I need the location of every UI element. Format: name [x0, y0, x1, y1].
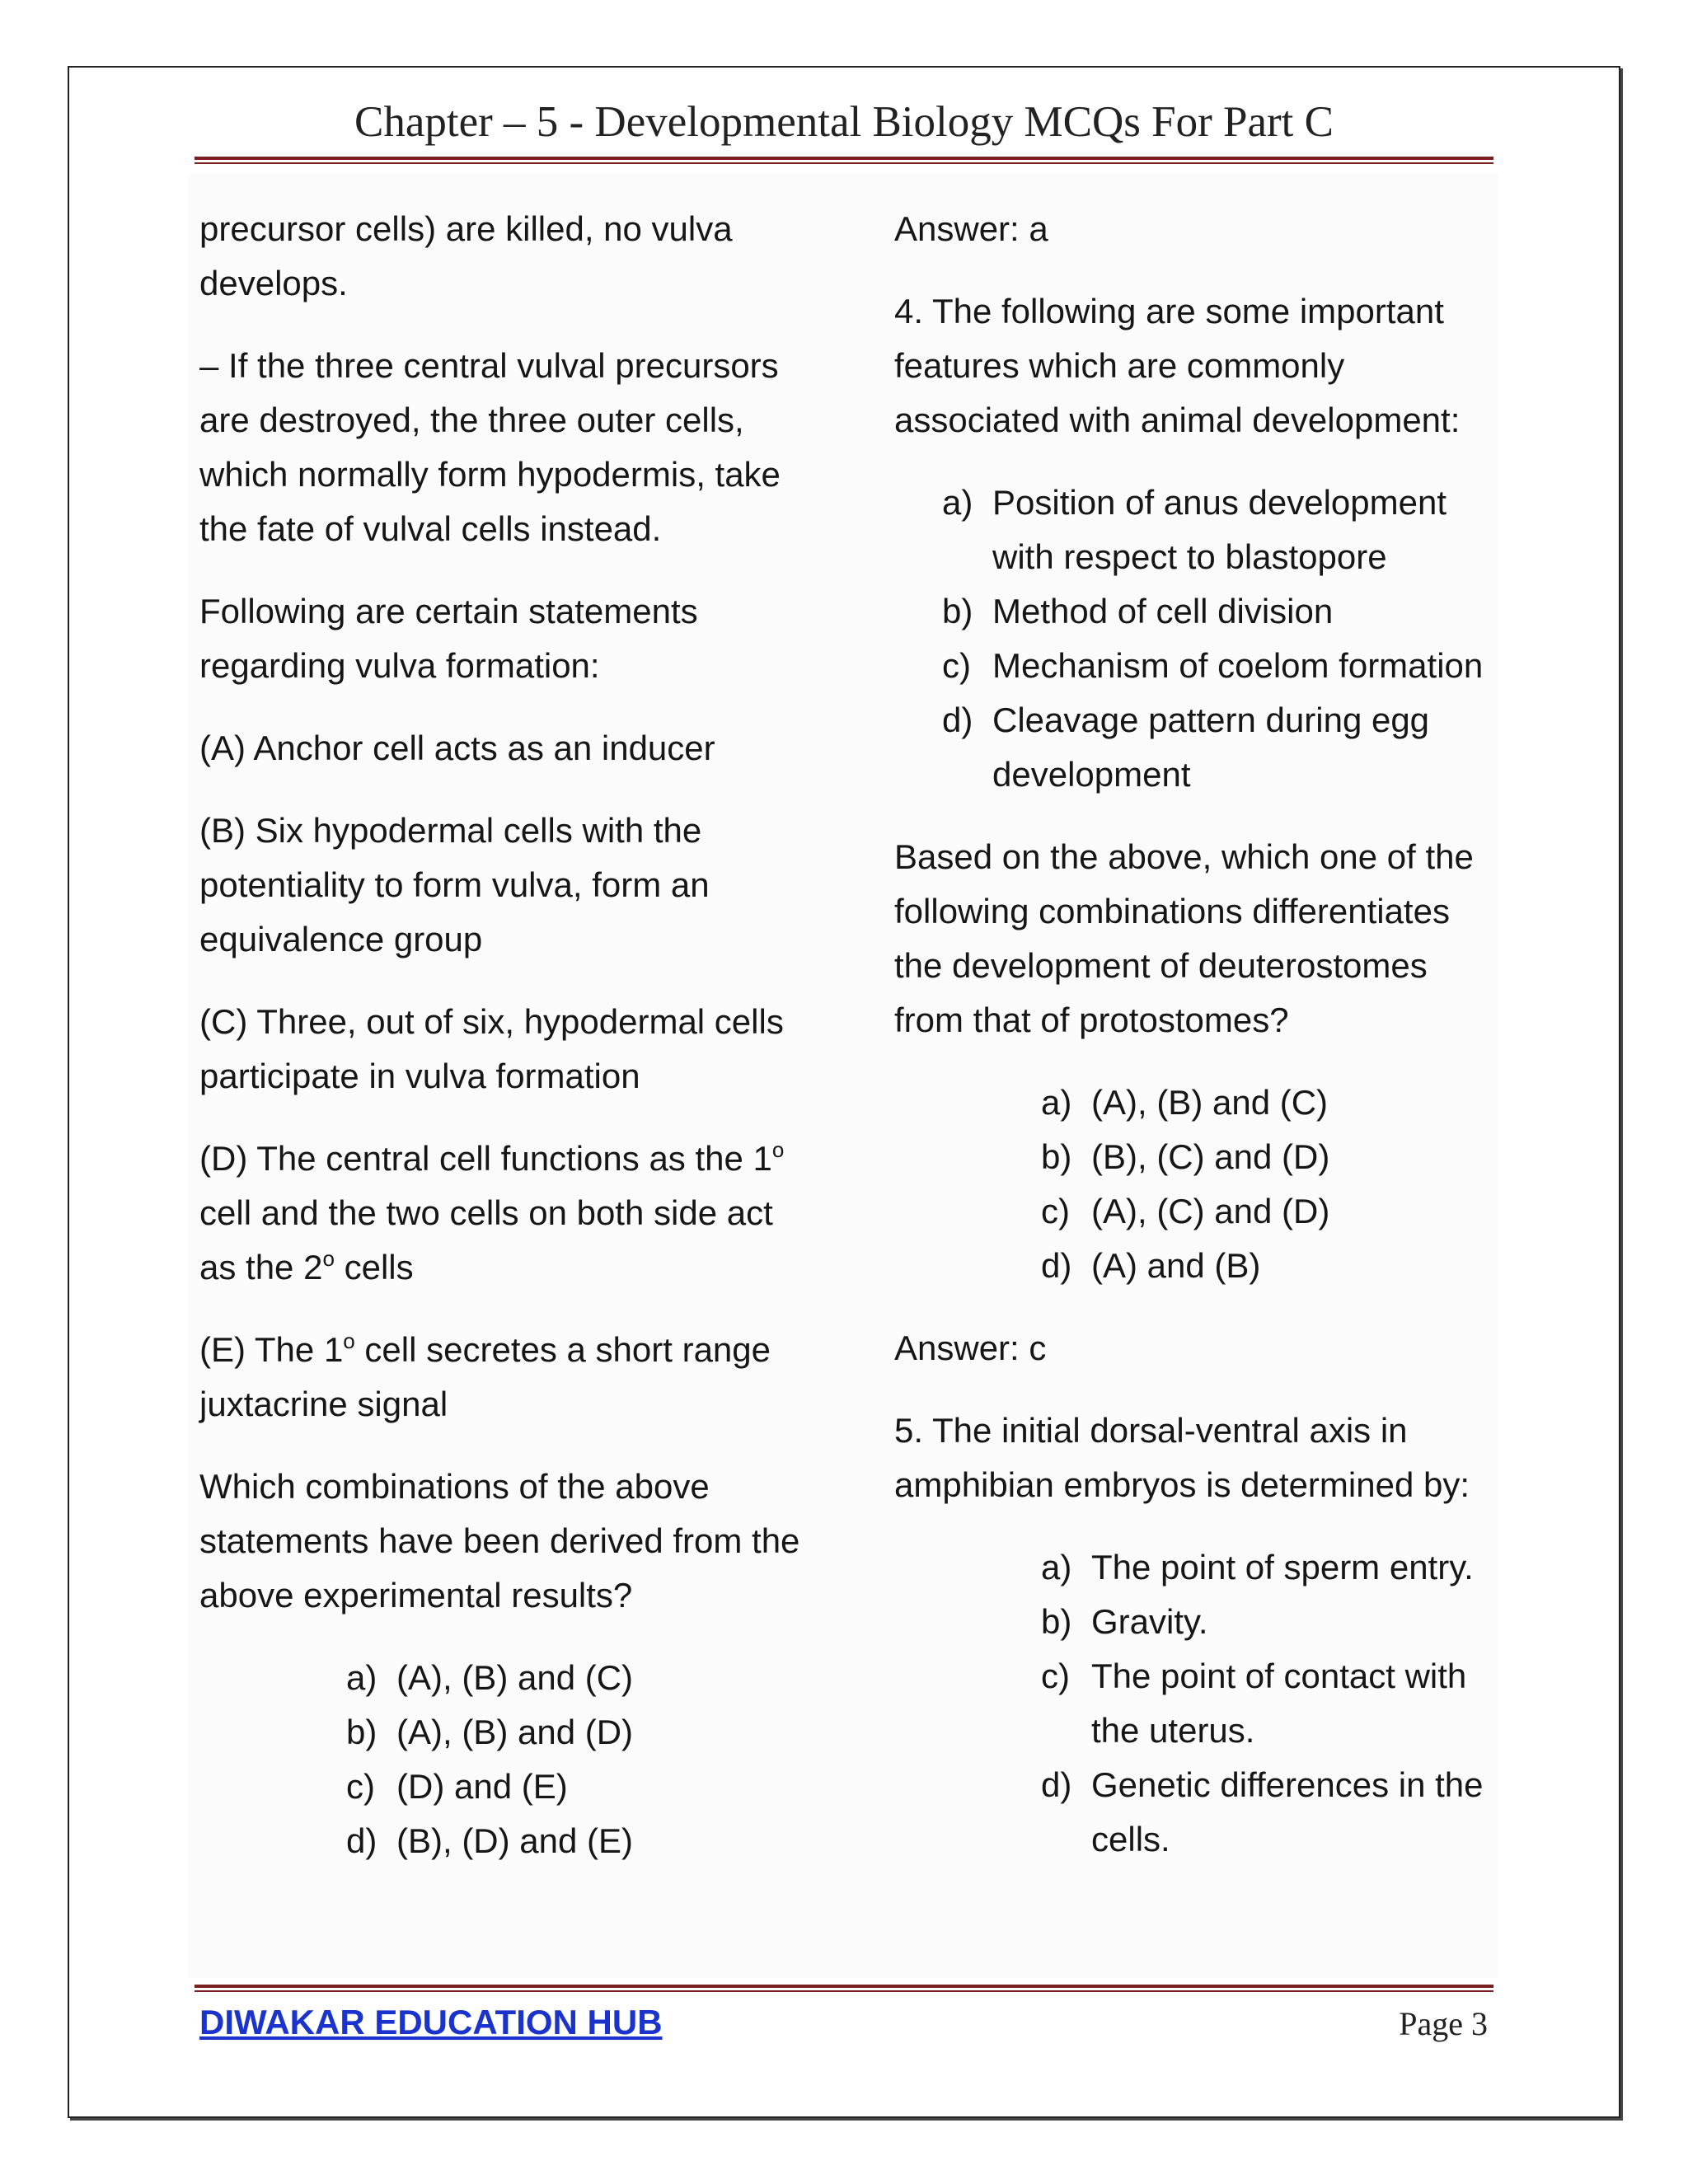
option-letter: d) — [346, 1821, 377, 1860]
paragraph: Following are certain statements regarding vulva formation: — [199, 592, 698, 685]
option-letter: b) — [942, 592, 973, 630]
question-text: Which combinations of the above statements have been derived from the above experimental results? — [199, 1467, 800, 1615]
degree-superscript: o — [343, 1329, 355, 1353]
question-text: Based on the above, which one of the following combinations differentiates the development of deuterostomes from that of protostomes? — [894, 837, 1474, 1039]
degree-superscript: o — [322, 1246, 335, 1271]
option-text: (D) and (E) — [396, 1767, 568, 1806]
option-text: (A), (B) and (D) — [396, 1713, 634, 1751]
option-letter: c) — [942, 646, 971, 685]
option-letter: c) — [1041, 1657, 1070, 1695]
feature-item — [942, 639, 1496, 693]
degree-superscript: o — [771, 1137, 785, 1162]
option-letter: d) — [942, 701, 973, 739]
footer-brand-link[interactable]: DIWAKAR EDUCATION HUB — [199, 2003, 663, 2041]
header-rule-thin — [195, 162, 1493, 164]
right-column — [894, 202, 1496, 1895]
answer-options — [1041, 1540, 1496, 1867]
answer-label: Answer: a — [894, 209, 1048, 248]
option-text: Gravity. — [1091, 1602, 1208, 1641]
option-item — [346, 1651, 809, 1705]
option-letter: b) — [346, 1713, 377, 1751]
option-letter: d) — [1041, 1765, 1072, 1804]
option-text: (B), (D) and (E) — [396, 1821, 634, 1860]
option-item — [346, 1705, 809, 1760]
option-letter: c) — [346, 1767, 375, 1806]
option-letter: a) — [1041, 1548, 1072, 1586]
option-text: (B), (C) and (D) — [1091, 1137, 1330, 1176]
statement-d-text: (D) The central cell functions as the 1 — [199, 1139, 772, 1178]
statement-e-text: (E) The 1 — [199, 1330, 344, 1369]
statement-a: (A) Anchor cell acts as an inducer — [199, 729, 715, 767]
footer-rule-thin — [195, 1990, 1493, 1992]
option-text: Mechanism of coelom formation — [992, 646, 1484, 685]
option-item — [1041, 1184, 1496, 1239]
option-letter: d) — [1041, 1246, 1072, 1285]
option-text: The point of contact with the uterus. — [1091, 1657, 1467, 1750]
option-item — [1041, 1239, 1496, 1293]
left-column — [199, 202, 809, 1896]
paragraph: – If the three central vulval precursors are destroyed, the three outer cells, which normally form hypodermis, take the fate of vulval cells instead. — [199, 346, 781, 548]
page-number: Page 3 — [1399, 2005, 1488, 2042]
option-letter: c) — [1041, 1192, 1070, 1230]
option-text: (A), (C) and (D) — [1091, 1192, 1330, 1230]
option-text: Cleavage pattern during egg development — [992, 701, 1430, 794]
header-rule — [195, 157, 1493, 160]
question-5: 5. The initial dorsal-ventral axis in amphibian embryos is determined by: — [894, 1411, 1470, 1504]
statement-c: (C) Three, out of six, hypodermal cells participate in vulva formation — [199, 1002, 784, 1095]
option-letter: b) — [1041, 1137, 1072, 1176]
feature-item — [942, 693, 1496, 802]
answer-options — [1041, 1076, 1496, 1293]
statement-d-text: cells — [334, 1248, 414, 1286]
statement-d — [199, 1132, 809, 1295]
feature-item — [942, 476, 1496, 584]
option-item — [346, 1814, 809, 1868]
footer-rule — [195, 1985, 1493, 1988]
option-text: Position of anus development with respect to blastopore — [992, 483, 1447, 576]
option-item — [1041, 1540, 1496, 1595]
answer-options — [346, 1651, 809, 1868]
question-4: 4. The following are some important features which are commonly associated with animal development: — [894, 292, 1461, 439]
option-letter: a) — [346, 1658, 377, 1697]
page-title: Chapter – 5 - Developmental Biology MCQs For Part C — [354, 98, 1334, 146]
option-letter: a) — [1041, 1083, 1072, 1122]
option-text: (A), (B) and (C) — [396, 1658, 634, 1697]
option-text: The point of sperm entry. — [1091, 1548, 1474, 1586]
option-item — [346, 1760, 809, 1814]
statement-d-text: cell and the two cells on both side act as the 2 — [199, 1193, 773, 1286]
option-text: (A) and (B) — [1091, 1246, 1261, 1285]
option-item — [1041, 1076, 1496, 1130]
option-text: Genetic differences in the cells. — [1091, 1765, 1484, 1858]
feature-list — [942, 476, 1496, 802]
statement-e-text: cell secretes a short range juxtacrine signal — [199, 1330, 771, 1423]
option-item — [1041, 1130, 1496, 1184]
option-text: Method of cell division — [992, 592, 1334, 630]
option-letter: b) — [1041, 1602, 1072, 1641]
option-item — [1041, 1758, 1496, 1867]
statement-e — [199, 1323, 809, 1432]
option-letter: a) — [942, 483, 973, 522]
feature-item — [942, 584, 1496, 639]
statement-b: (B) Six hypodermal cells with the potentiality to form vulva, form an equivalence group — [199, 811, 710, 958]
option-item — [1041, 1649, 1496, 1758]
option-item — [1041, 1595, 1496, 1649]
answer-label: Answer: c — [894, 1329, 1047, 1367]
option-text: (A), (B) and (C) — [1091, 1083, 1329, 1122]
paragraph: precursor cells) are killed, no vulva develops. — [199, 209, 733, 302]
